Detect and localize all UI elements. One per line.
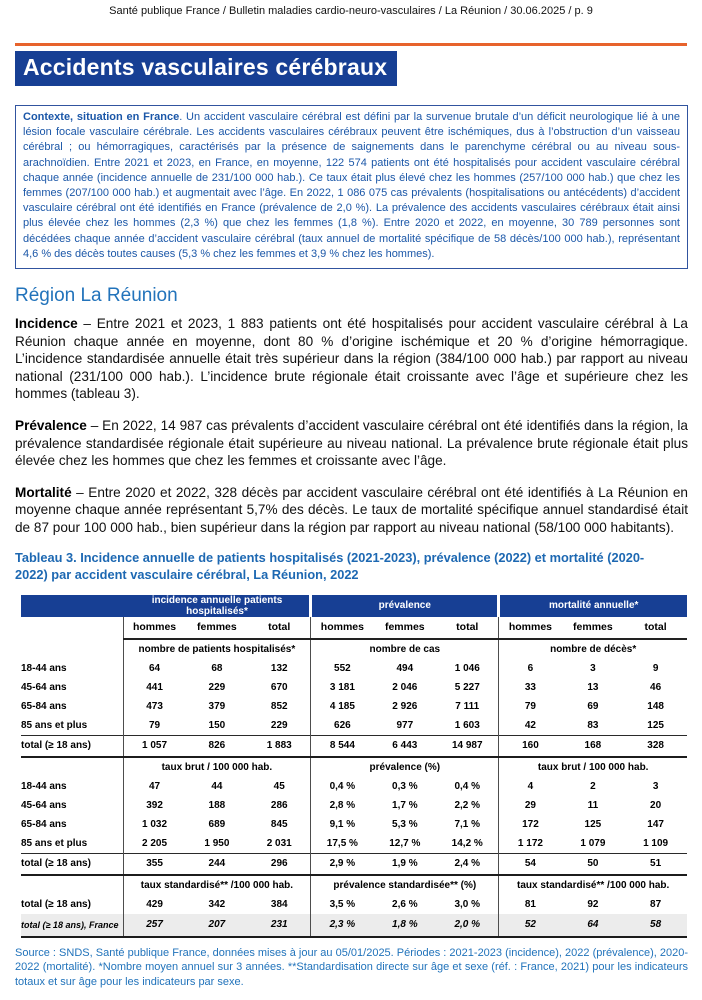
row-label: 45-64 ans [21,681,67,693]
cell: 68 [211,662,223,674]
row-label [21,875,123,895]
table-row [21,815,687,834]
table-row [21,697,687,716]
cell: 51 [624,853,687,875]
subheader-cell: taux brut / 100 000 hab. [499,757,687,777]
cell: 286 [270,799,288,811]
cell: 1 883 [248,735,311,757]
cell: 392 [123,796,186,815]
row-label [21,639,123,659]
cell: 64 [562,914,625,937]
row-label: 18-44 ans [21,780,67,792]
incidence-text: – Entre 2021 et 2023, 1 883 patients ont été hospitalisés pour accident vasculaire cérébral à La Réunion chaque année en moyenne, dont 80 % d’origine ischémique et 20 % d’origine hémorragique. L’incidence standardisée annuelle était très supérieur dans la région (384/100 000 hab.) par rapport au niveau national (231/100 000 hab.). L’incidence brute régionale était croissante avec l’âge et supérieure chez les hommes (tableau 3). [15,316,688,402]
cell: 45 [273,780,285,792]
table-sex-header-row [21,617,687,639]
cell: 229 [270,719,288,731]
incidence-paragraph [15,315,688,403]
cell: 0,3 % [392,780,418,792]
subheader-cell: nombre de cas [311,639,499,659]
mortalite-paragraph [15,484,688,537]
cell: 5,3 % [392,818,418,830]
cell: 552 [311,659,374,678]
cell: 17,5 % [311,834,374,854]
table-subheader-row [21,757,687,777]
row-label: 45-64 ans [21,799,67,811]
context-box [15,105,688,269]
cell: 47 [123,777,186,796]
cell: 9,1 % [311,815,374,834]
cell: 1 032 [123,815,186,834]
cell: 1,9 % [373,853,436,875]
cell: 8 544 [311,735,374,757]
sex-header-cell: total [624,617,687,639]
cell: 328 [624,735,687,757]
cell: 20 [650,799,662,811]
cell: 172 [499,815,562,834]
sex-header-cell: hommes [499,617,562,639]
subheader-cell: taux brut / 100 000 hab. [123,757,311,777]
cell: 342 [208,898,226,910]
cell: 6 443 [373,735,436,757]
cell: 7 111 [455,700,480,712]
subheader-cell: nombre de patients hospitalisés* [123,639,311,659]
cell: 81 [499,895,562,914]
group-header-cell: prévalence [311,595,499,617]
cell: 2 031 [266,837,292,849]
cell: 689 [208,818,226,830]
incidence-label: Incidence [15,316,78,332]
cell: 79 [123,716,186,736]
cell: 229 [208,681,226,693]
subheader-cell: prévalence standardisée** (%) [311,875,499,895]
prevalence-label: Prévalence [15,418,87,433]
cell: 4 [499,777,562,796]
cell: 494 [396,662,414,674]
cell: 207 [186,914,249,937]
cell: 79 [499,697,562,716]
cell: 11 [587,799,599,811]
cell: 1,7 % [392,799,418,811]
cell: 473 [123,697,186,716]
cell: 92 [587,898,599,910]
sex-header-cell: femmes [186,617,249,639]
cell: 3,0 % [454,898,481,910]
cell: 441 [123,678,186,697]
cell: 2,3 % [311,914,374,937]
cell: 429 [123,895,186,914]
table-row [21,716,687,736]
cell: 12,7 % [389,837,421,849]
table-row [21,659,687,678]
cell: 4 185 [311,697,374,716]
sex-header-cell: hommes [311,617,374,639]
cell: 46 [650,681,662,693]
cell: 3,5 % [311,895,374,914]
cell: 29 [499,796,562,815]
prevalence-text: – En 2022, 14 987 cas prévalents d’accident vasculaire cérébral ont été identifiés dans la région, la prévalence standardisée régionale était supérieure au niveau national. La prévalence brute régionale était plus élevée chez les hommes que chez les femmes et croissante avec l’âge. [15,418,688,469]
cell: 125 [584,818,602,830]
cell: 1 079 [580,837,606,849]
sex-header-cell: total [248,617,311,639]
cell: 14,2 % [451,837,483,849]
cell: 852 [270,700,288,712]
table-row [21,853,687,875]
cell: 1 603 [454,719,480,731]
cell: 826 [186,735,249,757]
group-header-cell: mortalité annuelle* [499,595,687,617]
cell: 9 [652,662,659,674]
row-label: 85 ans et plus [21,719,88,731]
row-label: 65-84 ans [21,700,67,712]
cell: 2 046 [392,681,418,693]
cell: 14 987 [436,735,499,757]
cell: 977 [396,719,414,731]
cell: 2,2 % [454,799,481,811]
cell: 5 227 [454,681,480,693]
group-header-cell [21,595,311,617]
cell: 125 [647,719,664,731]
cell: 50 [562,853,625,875]
cell: 1 109 [643,837,669,849]
cell: 384 [270,898,288,910]
table-row [21,834,687,854]
subheader-cell: taux standardisé** /100 000 hab. [499,875,687,895]
cell: 13 [587,681,599,693]
cell: 296 [248,853,311,875]
cell: 626 [311,716,374,736]
table-body [21,595,687,937]
cell: 1,8 % [373,914,436,937]
cell: 132 [270,662,288,674]
table-row [21,678,687,697]
cell: 148 [647,700,664,712]
table-subheader-row [21,639,687,659]
row-label [21,757,123,777]
mortalite-text: – Entre 2020 et 2022, 328 décès par accident vasculaire cérébral ont été identifiés à La Réunion en moyenne chaque année représentant 5,7% des décès. Le taux de mortalité spécifique annuel standardisé était de 87 pour 100 000 hab., bien supérieur dans la région par rapport au niveau national (58/100 000 habitants). [15,484,688,535]
table-row [21,895,687,914]
sex-header-cell: femmes [373,617,436,639]
subheader-cell: taux standardisé** /100 000 hab. [123,875,311,895]
document-header: Santé publique France / Bulletin maladies cardio-neuro-vasculaires / La Réunion / 30.06.2025 / p. 9 [109,5,593,17]
cell: 0,4 % [454,780,481,792]
cell: 2,6 % [392,898,418,910]
cell: 150 [208,719,226,731]
table-row [21,735,687,757]
cell: 355 [123,853,186,875]
row-label [21,617,123,639]
cell: 3 [652,780,659,792]
source-note: Source : SNDS, Santé publique France, données mises à jour au 05/01/2025. Périodes : 2021-2023 (incidence), 2022 (prévalence), 2020-2022 (mortalité). *Nombre moyen annuel sur 3 années. **Standardisation directe sur âge et sexe (réf. : France, 2021) pour les indicateurs totaux et sur âge pour les indicateurs par sexe. [15,946,688,988]
cell: 2 205 [123,834,186,854]
cell: 160 [499,735,562,757]
row-label: total (≥ 18 ans) [21,735,123,757]
mortalite-label: Mortalité [15,484,72,500]
cell: 33 [499,678,562,697]
sex-header-cell: hommes [123,617,186,639]
cell: 83 [587,719,599,731]
row-label: 85 ans et plus [21,837,88,849]
cell: 3 181 [311,678,374,697]
cell: 87 [650,898,662,910]
table-caption: Tableau 3. Incidence annuelle de patients hospitalisés (2021-2023), prévalence (2022) et mortalité (2020-2022) par accident vasculaire cérébral, La Réunion, 2022 [15,549,645,582]
cell: 6 [499,659,562,678]
cell: 257 [123,914,186,937]
cell: 2,4 % [436,853,499,875]
cell: 3 [590,662,596,674]
cell: 1 046 [454,662,480,674]
cell: 42 [499,716,562,736]
row-label: 18-44 ans [21,662,67,674]
cell: 2 [590,780,596,792]
cell: 168 [562,735,625,757]
context-text: . Un accident vasculaire cérébral est défini par la survenue brutale d’un déficit neurologique lié à une lésion focale vasculaire cérébrale. Les accidents vasculaires cérébraux peuvent être ischémiques, dus à l’obstruction d’un vaisseau cérébral ; ou hémorragiques, caractérisés par la présence de saignements dans le parenchyme cérébral ou au niveau sous-arachnoïdien. Entre 2021 et 2023, en France, en moyenne, 122 574 patients ont été hospitalisés pour accident vasculaire cérébral chaque année (incidence annuelle de 231/100 000 hab.). Ce taux était plus élevé chez les hommes (257/100 000 hab.) que chez les femmes (207/100 000 hab.) et augmentait avec l’âge. En 2022, 1 086 075 cas prévalents (hospitalisations ou antécédents) d’accident vasculaire cérébral ont été identifiés en France (prévalence de 2,0 %). La prévalence des accidents vasculaires cérébraux était ainsi plus élevée chez les hommes (2,3 %) que chez les femmes (1,8 %). Entre 2020 et 2022, en moyenne, 30 789 personnes sont décédées chaque année d’accident vasculaire cérébral (taux annuel de mortalité spécifique de 58 décès/100 000 hab.), représentant 4,6 % des décès toutes causes (5,3 % chez les femmes et 3,9 % chez les hommes). [23,111,680,260]
cell: 2,8 % [311,796,374,815]
cell: 1 172 [499,834,562,854]
cell: 2,0 % [436,914,499,937]
cell: 2 926 [392,700,418,712]
subheader-cell: nombre de décès* [499,639,687,659]
table-row [21,777,687,796]
cell: 244 [186,853,249,875]
table-subheader-row [21,875,687,895]
cell: 231 [248,914,311,937]
group-header-label: incidence annuelle patients hospitalisés* [151,594,283,617]
cell: 1 950 [204,837,230,849]
table-row [21,914,687,937]
cell: 52 [499,914,562,937]
prevalence-paragraph [15,417,688,470]
cell: 188 [208,799,226,811]
data-table [21,595,687,938]
table-group-header-row [21,595,687,617]
cell: 2,9 % [311,853,374,875]
region-heading: Région La Réunion [15,285,178,307]
cell: 845 [270,818,288,830]
cell: 147 [647,818,664,830]
row-label: total (≥ 18 ans), France [21,914,123,937]
row-label: 65-84 ans [21,818,67,830]
cell: 1 057 [123,735,186,757]
cell: 58 [624,914,687,937]
cell: 69 [587,700,599,712]
row-label: total (≥ 18 ans) [21,853,123,875]
sex-header-cell: total [436,617,499,639]
context-lead: Contexte, situation en France [23,111,180,123]
cell: 7,1 % [454,818,481,830]
cell: 64 [123,659,186,678]
page-title: Accidents vasculaires cérébraux [15,51,397,86]
cell: 44 [211,780,223,792]
cell: 0,4 % [311,777,374,796]
cell: 54 [499,853,562,875]
cell: 379 [208,700,226,712]
row-label: total (≥ 18 ans) [21,898,91,910]
cell: 670 [270,681,288,693]
sex-header-cell: femmes [562,617,625,639]
table-row [21,796,687,815]
subheader-cell: prévalence (%) [311,757,499,777]
